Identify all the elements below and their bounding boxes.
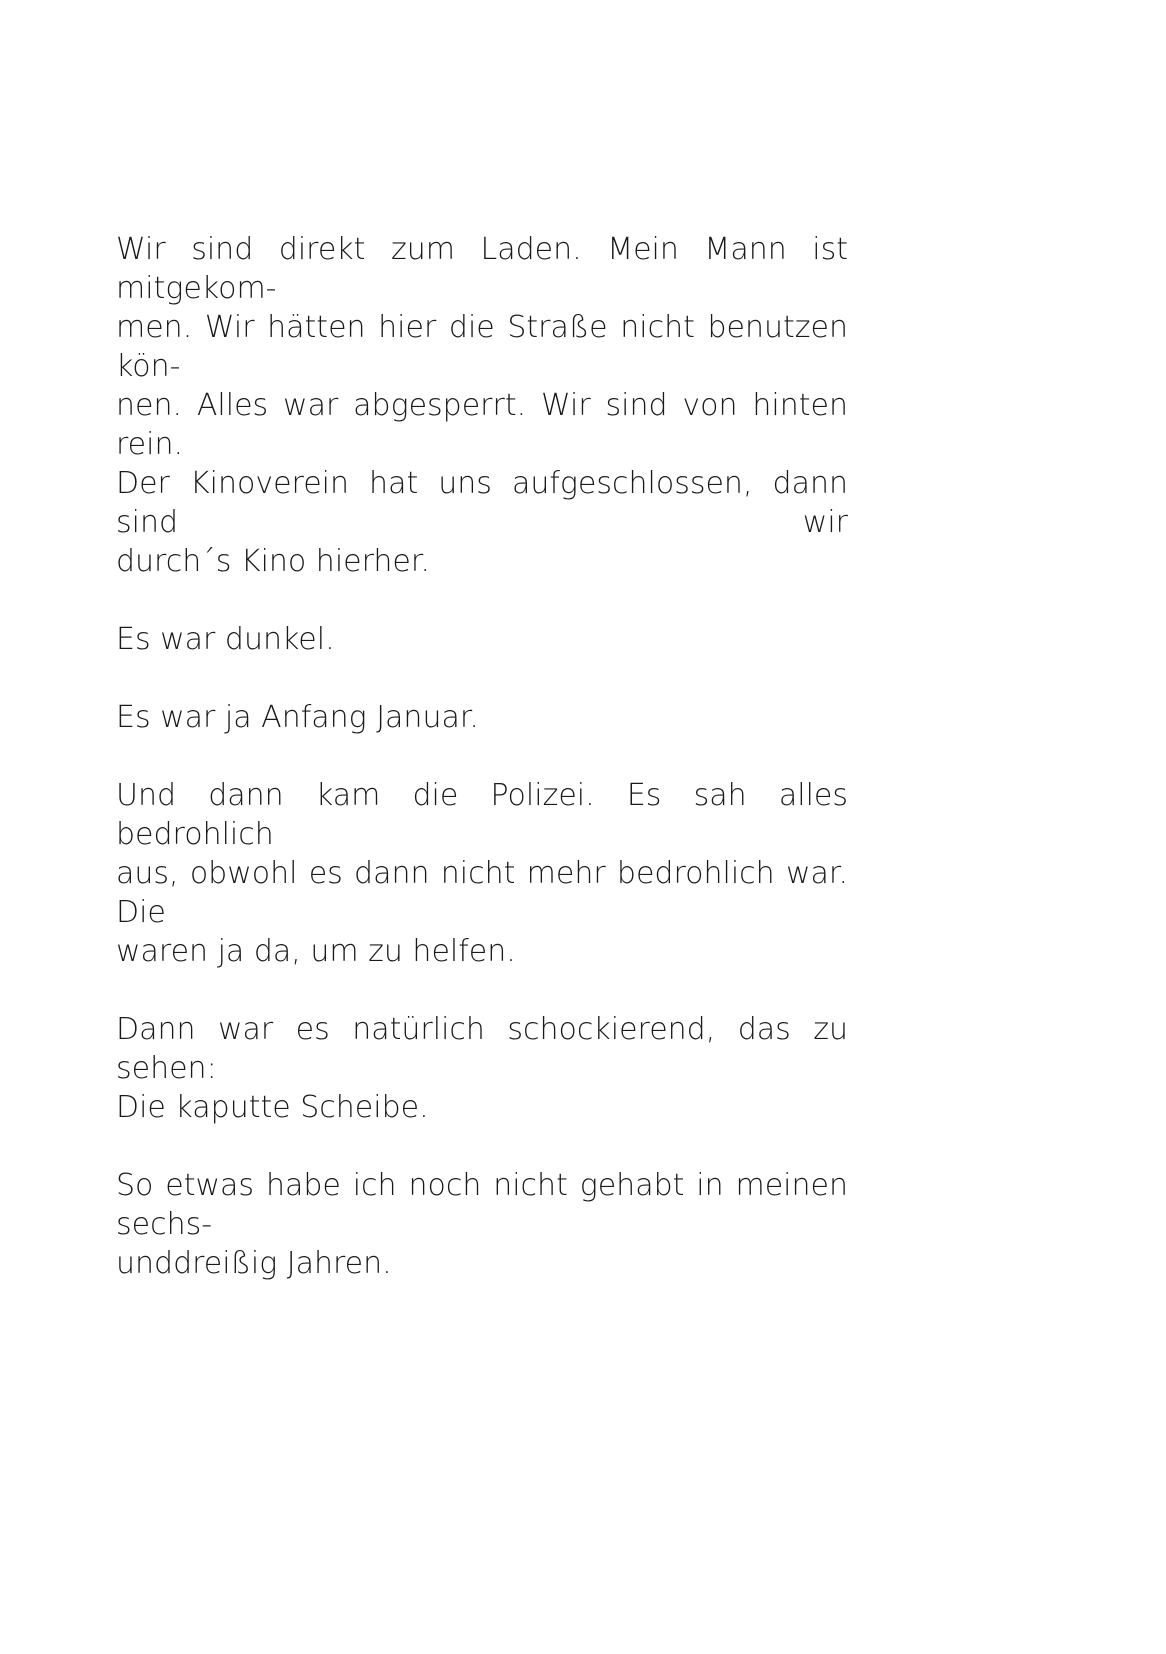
text-line: waren ja da, um zu helfen. <box>116 934 516 969</box>
text-line: Wir sind direkt zum Laden. Mein Mann ist mitgekom- <box>116 232 848 306</box>
paragraph-1 <box>116 230 848 581</box>
text-line: Es war dunkel. <box>116 622 335 657</box>
paragraph-3 <box>116 698 848 737</box>
text-line: So etwas habe ich noch nicht gehabt in meinen sechs- <box>116 1168 848 1242</box>
text-line: Der Kinoverein hat uns aufgeschlossen, dann sind wir <box>116 466 848 540</box>
paragraph-2 <box>116 620 848 659</box>
text-line: Und dann kam die Polizei. Es sah alles bedrohlich <box>116 778 848 852</box>
body-text <box>116 230 848 1322</box>
paragraph-5 <box>116 1010 848 1127</box>
text-line: nen. Alles war abgesperrt. Wir sind von hinten rein. <box>116 388 848 462</box>
paragraph-6 <box>116 1166 848 1283</box>
text-line: aus, obwohl es dann nicht mehr bedrohlich war. Die <box>116 856 848 930</box>
paragraph-4 <box>116 776 848 971</box>
text-line: Dann war es natürlich schockierend, das zu sehen: <box>116 1012 848 1086</box>
text-line: Es war ja Anfang Januar. <box>116 700 479 735</box>
text-line: unddreißig Jahren. <box>116 1246 392 1281</box>
text-line: men. Wir hätten hier die Straße nicht benutzen kön- <box>116 310 848 384</box>
text-line: Die kaputte Scheibe. <box>116 1090 429 1125</box>
text-line: durch´s Kino hierher. <box>116 544 431 579</box>
